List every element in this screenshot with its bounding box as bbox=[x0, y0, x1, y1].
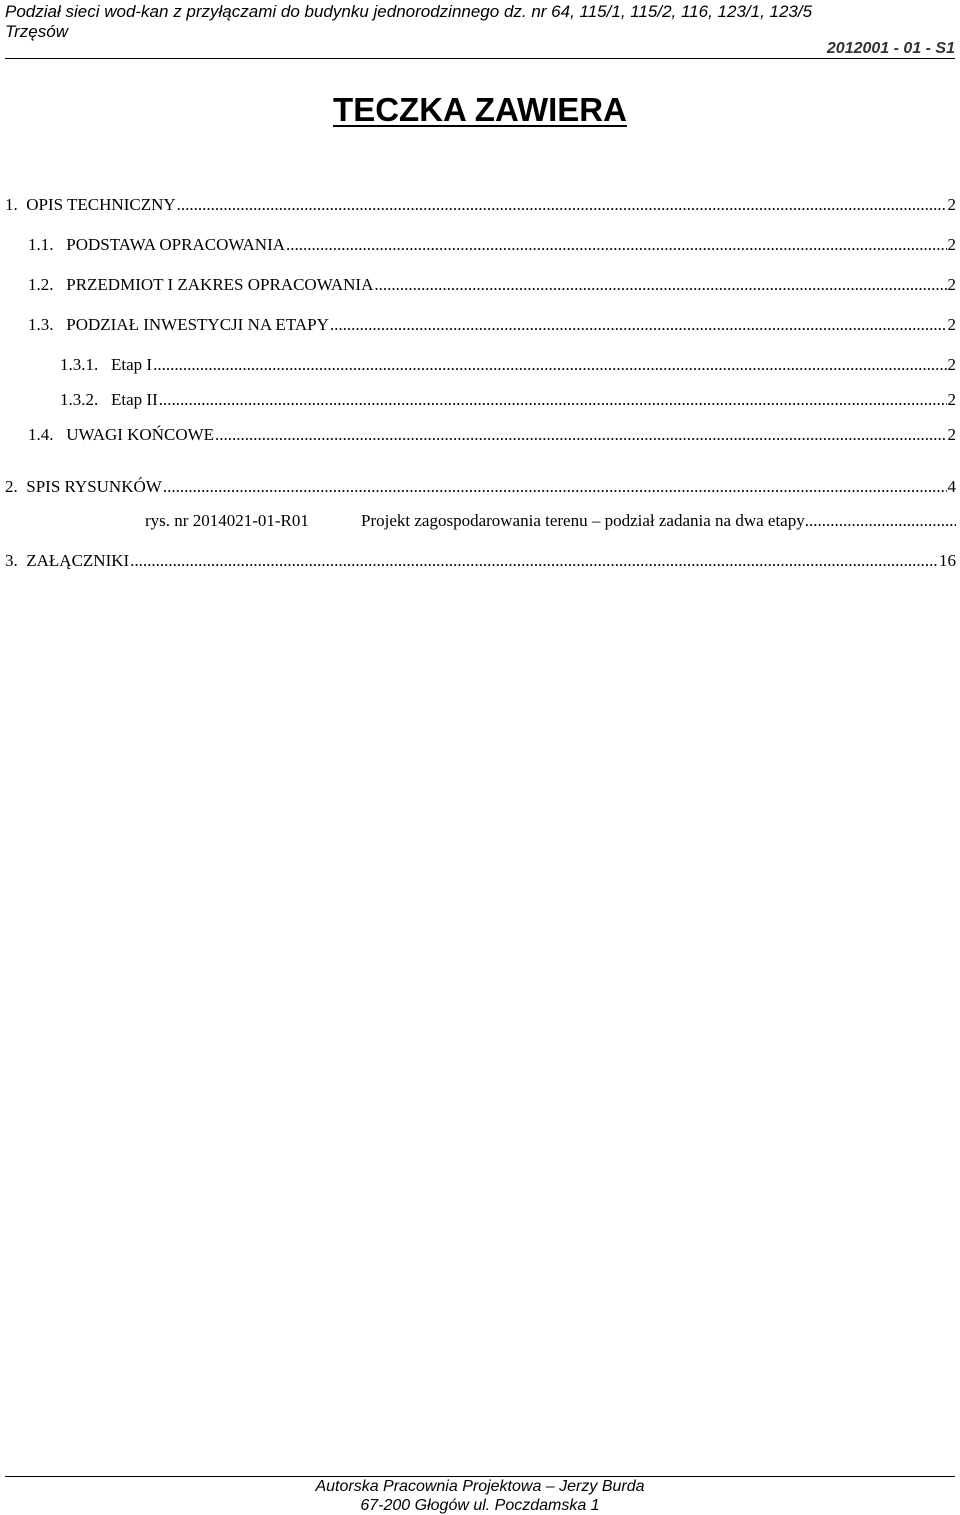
toc-entry-number: 1.3.2. bbox=[60, 390, 99, 409]
toc-entry[interactable] bbox=[60, 389, 956, 411]
toc-entry-page: 4 bbox=[947, 477, 956, 496]
toc-entry-label: SPIS RYSUNKÓW bbox=[26, 477, 162, 496]
toc-entry[interactable] bbox=[28, 424, 956, 446]
toc-entry-number: 1.3.1. bbox=[60, 355, 99, 374]
toc-entry[interactable] bbox=[60, 354, 956, 376]
toc-entry-label: UWAGI KOŃCOWE bbox=[66, 425, 215, 444]
toc-entry-number: 1.1. bbox=[28, 235, 54, 254]
toc-entry-page: 2 bbox=[947, 425, 956, 444]
header-location: Trzęsów bbox=[5, 22, 68, 41]
toc-entry[interactable] bbox=[5, 194, 956, 216]
toc-entry[interactable] bbox=[28, 274, 956, 296]
toc-entry-number: 1.3. bbox=[28, 315, 54, 334]
toc-leader bbox=[163, 476, 947, 498]
page-title bbox=[0, 90, 960, 130]
toc-leader bbox=[330, 314, 947, 336]
toc-entry[interactable] bbox=[28, 314, 956, 336]
toc-leader bbox=[159, 389, 947, 411]
toc-entry-label: PRZEDMIOT I ZAKRES OPRACOWANIA bbox=[66, 275, 374, 294]
toc-entry-label: ZAŁĄCZNIKI bbox=[26, 551, 130, 570]
toc-entry-page: 2 bbox=[947, 315, 956, 334]
toc-entry[interactable] bbox=[5, 476, 956, 498]
toc-leader bbox=[374, 274, 946, 296]
toc-entry-number: 1. bbox=[5, 195, 18, 214]
toc-entry-label: PODSTAWA OPRACOWANIA bbox=[66, 235, 286, 254]
drawing-number: rys. nr 2014021-01-R01 bbox=[145, 511, 309, 530]
toc-entry-label: Etap II bbox=[111, 390, 158, 409]
toc-entry-label: Etap I bbox=[111, 355, 153, 374]
drawing-description: Projekt zagospodarowania terenu – podział zadania na dwa etapy bbox=[361, 511, 805, 530]
toc-entry-page: 16 bbox=[939, 551, 956, 570]
toc-entry-number: 3. bbox=[5, 551, 18, 570]
page-footer bbox=[5, 1476, 955, 1515]
toc-leader bbox=[286, 234, 946, 256]
page-header bbox=[5, 0, 955, 59]
toc-entry-number: 2. bbox=[5, 477, 18, 496]
toc-leader bbox=[130, 550, 938, 572]
toc-entry-page: 2 bbox=[947, 275, 956, 294]
toc-entry[interactable] bbox=[5, 550, 956, 572]
footer-address: 67-200 Głogów ul. Poczdamska 1 bbox=[360, 1497, 600, 1514]
toc-leader bbox=[153, 354, 946, 376]
toc-leader bbox=[177, 194, 947, 216]
page-title-text: TECZKA ZAWIERA bbox=[333, 91, 627, 128]
toc-entry-page: 2 bbox=[947, 235, 956, 254]
toc-entry-page: 2 bbox=[947, 355, 956, 374]
toc-entry-page: 2 bbox=[947, 390, 956, 409]
toc-entry-label: PODZIAŁ INWESTYCJI NA ETAPY bbox=[66, 315, 329, 334]
toc-entry-label: OPIS TECHNICZNY bbox=[26, 195, 176, 214]
toc-leader bbox=[805, 510, 956, 532]
toc-entry[interactable] bbox=[28, 234, 956, 256]
footer-company: Autorska Pracownia Projektowa – Jerzy Burda bbox=[315, 1478, 645, 1495]
header-document-code: 2012001 - 01 - S1 bbox=[826, 40, 955, 57]
toc-entry-number: 1.4. bbox=[28, 425, 54, 444]
drawing-list-entry[interactable] bbox=[145, 510, 956, 532]
toc-leader bbox=[215, 424, 946, 446]
toc-entry-page: 2 bbox=[947, 195, 956, 214]
toc-entry-number: 1.2. bbox=[28, 275, 54, 294]
header-project-title: Podział sieci wod-kan z przyłączami do budynku jednorodzinnego dz. nr 64, 115/1, 115/2, 116, 123/1, 123/5 bbox=[5, 2, 813, 21]
